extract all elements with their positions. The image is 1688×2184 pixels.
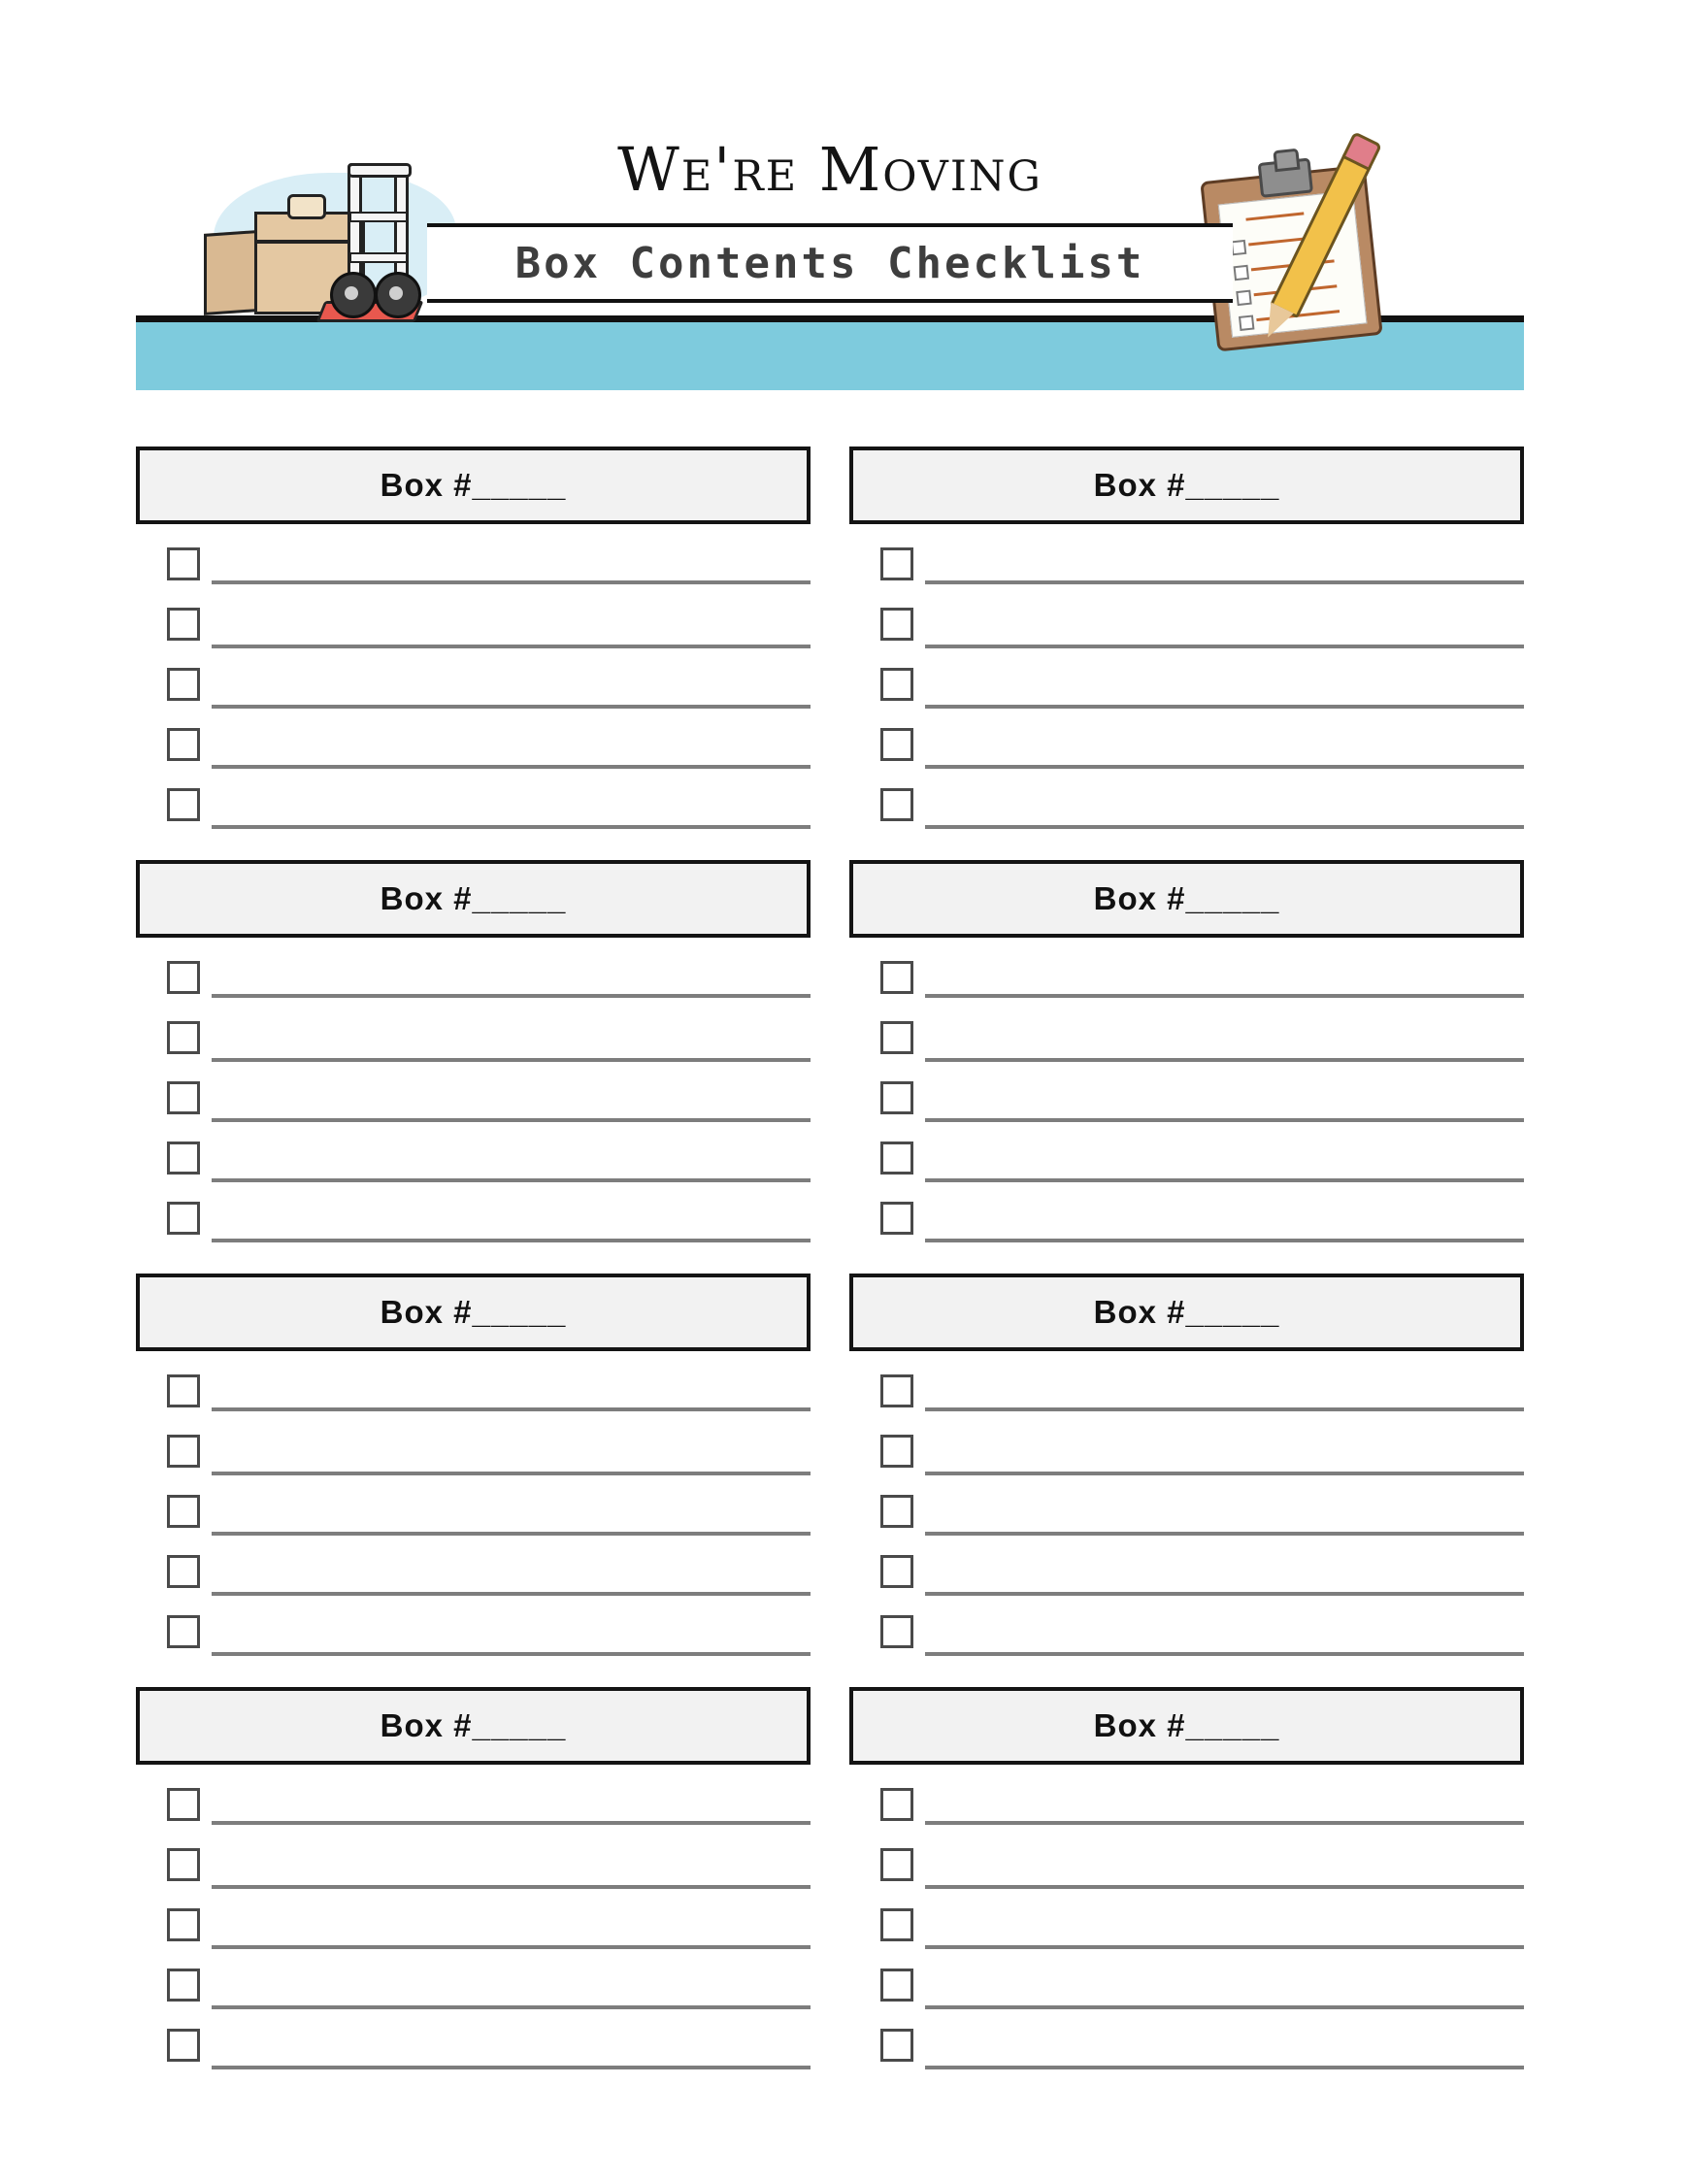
write-in-line[interactable] xyxy=(212,1592,811,1596)
write-in-line[interactable] xyxy=(212,2066,811,2069)
box-section xyxy=(136,1274,811,1664)
checklist-row[interactable] xyxy=(136,1897,811,1957)
checkbox-icon[interactable] xyxy=(880,1435,913,1468)
checkbox-icon[interactable] xyxy=(167,1555,200,1588)
checkbox-icon[interactable] xyxy=(167,1142,200,1175)
write-in-line[interactable] xyxy=(212,1118,811,1122)
checklist-row[interactable] xyxy=(136,536,811,596)
write-in-line[interactable] xyxy=(925,1885,1524,1889)
checklist-column-right xyxy=(849,447,1524,2101)
checkbox-icon[interactable] xyxy=(167,1081,200,1114)
write-in-line[interactable] xyxy=(212,1239,811,1242)
checkbox-icon[interactable] xyxy=(167,547,200,580)
box-number-label[interactable]: Box #_____ xyxy=(1093,1294,1280,1330)
write-in-line[interactable] xyxy=(925,2066,1524,2069)
checklist-row[interactable] xyxy=(136,716,811,777)
write-in-line[interactable] xyxy=(925,1407,1524,1411)
box-item-rows xyxy=(136,1351,811,1664)
box-section-header xyxy=(136,1274,811,1351)
write-in-line[interactable] xyxy=(212,765,811,769)
checkbox-icon[interactable] xyxy=(880,788,913,821)
checklist-row[interactable] xyxy=(849,1070,1524,1130)
checkbox-icon[interactable] xyxy=(880,1908,913,1941)
checkbox-icon[interactable] xyxy=(880,1142,913,1175)
checklist-row[interactable] xyxy=(136,1363,811,1423)
checkbox-icon[interactable] xyxy=(167,1202,200,1235)
checkbox-icon[interactable] xyxy=(167,608,200,641)
checklist-row[interactable] xyxy=(849,536,1524,596)
checklist-row[interactable] xyxy=(136,1130,811,1190)
checkbox-icon[interactable] xyxy=(167,1374,200,1407)
box-section xyxy=(136,1687,811,2077)
checklist-row[interactable] xyxy=(849,949,1524,1009)
box-number-label[interactable]: Box #_____ xyxy=(1093,1707,1280,1743)
page-header xyxy=(136,126,1553,408)
checklist-column-left xyxy=(136,447,811,2101)
box-item-rows xyxy=(849,1765,1524,2077)
checklist-row[interactable] xyxy=(849,1363,1524,1423)
checkbox-icon[interactable] xyxy=(167,668,200,701)
checkbox-icon[interactable] xyxy=(167,1969,200,2002)
checklist-row[interactable] xyxy=(849,1776,1524,1837)
write-in-line[interactable] xyxy=(212,1178,811,1182)
checkbox-icon[interactable] xyxy=(167,1908,200,1941)
checklist-row[interactable] xyxy=(136,1190,811,1250)
box-number-label[interactable]: Box #_____ xyxy=(1093,467,1280,503)
write-in-line[interactable] xyxy=(925,765,1524,769)
box-section xyxy=(849,1274,1524,1664)
checklist-row[interactable] xyxy=(849,777,1524,837)
write-in-line[interactable] xyxy=(925,705,1524,709)
write-in-line[interactable] xyxy=(925,1472,1524,1475)
box-section-header xyxy=(849,1687,1524,1765)
checklist-row[interactable] xyxy=(136,949,811,1009)
write-in-line[interactable] xyxy=(212,1532,811,1536)
page-subtitle: Box Contents Checklist xyxy=(514,238,1145,288)
write-in-line[interactable] xyxy=(212,1472,811,1475)
checklist-row[interactable] xyxy=(849,716,1524,777)
checklist-row[interactable] xyxy=(849,1957,1524,2017)
checkbox-icon[interactable] xyxy=(880,668,913,701)
checkbox-icon[interactable] xyxy=(880,547,913,580)
checkbox-icon[interactable] xyxy=(880,1788,913,1821)
checklist-row[interactable] xyxy=(849,1009,1524,1070)
write-in-line[interactable] xyxy=(212,2005,811,2009)
checkbox-icon[interactable] xyxy=(880,1495,913,1528)
checklist-row[interactable] xyxy=(849,596,1524,656)
write-in-line[interactable] xyxy=(925,2005,1524,2009)
box-number-label[interactable]: Box #_____ xyxy=(380,467,567,503)
checkbox-icon[interactable] xyxy=(167,1435,200,1468)
checkbox-icon[interactable] xyxy=(880,728,913,761)
box-number-label[interactable]: Box #_____ xyxy=(1093,880,1280,916)
checkbox-icon[interactable] xyxy=(167,1021,200,1054)
checkbox-icon[interactable] xyxy=(880,1555,913,1588)
checklist-row[interactable] xyxy=(136,656,811,716)
checkbox-icon[interactable] xyxy=(880,2029,913,2062)
checklist-row[interactable] xyxy=(136,1423,811,1483)
write-in-line[interactable] xyxy=(212,1058,811,1062)
write-in-line[interactable] xyxy=(212,1407,811,1411)
write-in-line[interactable] xyxy=(925,1239,1524,1242)
write-in-line[interactable] xyxy=(925,645,1524,648)
write-in-line[interactable] xyxy=(212,994,811,998)
checklist-row[interactable] xyxy=(136,1009,811,1070)
checklist-row[interactable] xyxy=(136,1483,811,1543)
write-in-line[interactable] xyxy=(925,994,1524,998)
checklist-row[interactable] xyxy=(136,596,811,656)
checklist-row[interactable] xyxy=(849,1130,1524,1190)
write-in-line[interactable] xyxy=(212,1945,811,1949)
write-in-line[interactable] xyxy=(925,1592,1524,1596)
box-number-label[interactable]: Box #_____ xyxy=(380,1707,567,1743)
checkbox-icon[interactable] xyxy=(880,608,913,641)
box-section-header xyxy=(136,860,811,938)
checklist-row[interactable] xyxy=(136,1957,811,2017)
checkbox-icon[interactable] xyxy=(880,1969,913,2002)
box-section-header xyxy=(849,1274,1524,1351)
box-section xyxy=(136,860,811,1250)
box-item-rows xyxy=(849,524,1524,837)
box-section-header xyxy=(849,860,1524,938)
write-in-line[interactable] xyxy=(212,825,811,829)
checkbox-icon[interactable] xyxy=(167,788,200,821)
checklist-row[interactable] xyxy=(136,2017,811,2077)
write-in-line[interactable] xyxy=(925,825,1524,829)
checkbox-icon[interactable] xyxy=(880,1202,913,1235)
checkbox-icon[interactable] xyxy=(880,1615,913,1648)
checkbox-icon[interactable] xyxy=(167,1848,200,1881)
write-in-line[interactable] xyxy=(925,580,1524,584)
checklist-row[interactable] xyxy=(849,656,1524,716)
checklist-row[interactable] xyxy=(849,1483,1524,1543)
checklist-row[interactable] xyxy=(136,1776,811,1837)
box-number-label[interactable]: Box #_____ xyxy=(380,1294,567,1330)
write-in-line[interactable] xyxy=(925,1652,1524,1656)
box-section xyxy=(849,860,1524,1250)
checklist-row[interactable] xyxy=(849,1543,1524,1604)
page-title: We're Moving xyxy=(617,134,1043,205)
box-item-rows xyxy=(849,938,1524,1250)
checklist-row[interactable] xyxy=(849,1190,1524,1250)
write-in-line[interactable] xyxy=(925,1945,1524,1949)
box-section xyxy=(136,447,811,837)
checklist-row[interactable] xyxy=(849,1423,1524,1483)
checkbox-icon[interactable] xyxy=(880,1081,913,1114)
checkbox-icon[interactable] xyxy=(167,961,200,994)
checkbox-icon[interactable] xyxy=(167,2029,200,2062)
checklist-row[interactable] xyxy=(849,1897,1524,1957)
write-in-line[interactable] xyxy=(212,645,811,648)
checkbox-icon[interactable] xyxy=(167,1495,200,1528)
checklist-row[interactable] xyxy=(849,2017,1524,2077)
write-in-line[interactable] xyxy=(212,1821,811,1825)
write-in-line[interactable] xyxy=(925,1118,1524,1122)
box-section-header xyxy=(136,447,811,524)
write-in-line[interactable] xyxy=(925,1821,1524,1825)
box-number-label[interactable]: Box #_____ xyxy=(380,880,567,916)
checklist-row[interactable] xyxy=(136,1070,811,1130)
box-section xyxy=(849,447,1524,837)
checkbox-icon[interactable] xyxy=(167,728,200,761)
checkbox-icon[interactable] xyxy=(167,1615,200,1648)
box-item-rows xyxy=(136,1765,811,2077)
checklist-row[interactable] xyxy=(136,1604,811,1664)
checkbox-icon[interactable] xyxy=(880,1374,913,1407)
box-item-rows xyxy=(136,938,811,1250)
write-in-line[interactable] xyxy=(925,1532,1524,1536)
page-subtitle-banner xyxy=(427,223,1233,303)
checkbox-icon[interactable] xyxy=(880,961,913,994)
checklist-row[interactable] xyxy=(136,1543,811,1604)
write-in-line[interactable] xyxy=(212,705,811,709)
write-in-line[interactable] xyxy=(925,1178,1524,1182)
checklist-row[interactable] xyxy=(849,1604,1524,1664)
write-in-line[interactable] xyxy=(212,1885,811,1889)
box-item-rows xyxy=(136,524,811,837)
box-section xyxy=(849,1687,1524,2077)
box-item-rows xyxy=(849,1351,1524,1664)
box-section-header xyxy=(136,1687,811,1765)
write-in-line[interactable] xyxy=(212,1652,811,1656)
box-section-header xyxy=(849,447,1524,524)
checkbox-icon[interactable] xyxy=(167,1788,200,1821)
checkbox-icon[interactable] xyxy=(880,1848,913,1881)
checklist-row[interactable] xyxy=(136,1837,811,1897)
checkbox-icon[interactable] xyxy=(880,1021,913,1054)
checklist-row[interactable] xyxy=(136,777,811,837)
write-in-line[interactable] xyxy=(925,1058,1524,1062)
write-in-line[interactable] xyxy=(212,580,811,584)
checklist-row[interactable] xyxy=(849,1837,1524,1897)
